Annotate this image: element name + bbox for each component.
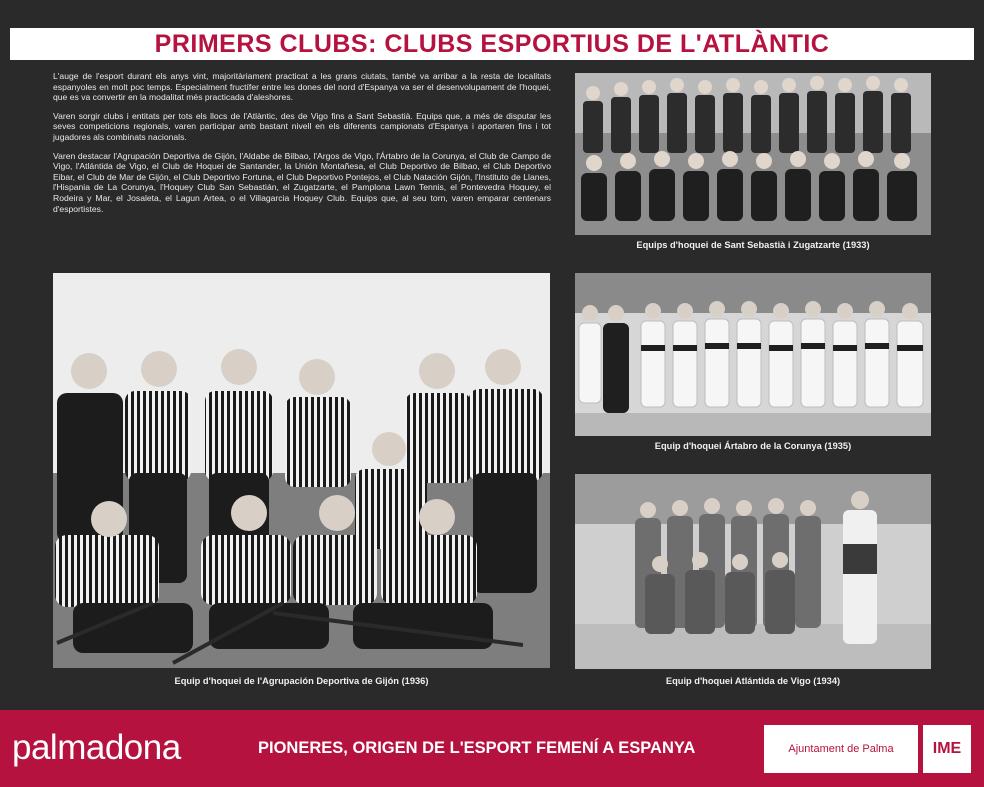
campaign-slogan: PIONERES, ORIGEN DE L'ESPORT FEMENÍ A ESPANYA xyxy=(258,739,696,757)
intro-paragraph-1: L'auge de l'esport durant els anys vint, majoritàriament practicat a les grans ciutats, també va arribar a la resta de localitats espanyoles en molt poc temps. Especialment fructífer entre les dones del nord d'Espanya va ser el desenvolupament de l'hoquei, que es va convertir en la modalitat més practicada d'aleshores. xyxy=(53,71,551,103)
brand-logo: palmadona xyxy=(12,728,181,767)
intro-text xyxy=(53,71,551,222)
team-photo-image xyxy=(575,73,931,235)
intro-paragraph-3: Varen destacar l'Agrupación Deportiva de Gijón, l'Aldabe de Bilbao, l'Argos de Vigo, l'Ártabro de la Corunya, el Club de Campo de Vigo, l'Atlántida de Vigo, el Club de Hoquei de Santander, la Unión Montañesa, el Club Deportivo de Bilbao, el Club Deportivo Eibar, el Club de Mar de Gijón, el Club Deportivo Fortuna, el Club Deportivo Pontejos, el Club Natación Gijón, l'Instituto de Llanes, l'Hispania de La Corunya, l'Hoquey Club San Sebastián, el Zugatzarte, el Pamplona Lawn Tennis, el Pontevedra Hoquey, el Rodeira y Mar, el Josaleta, el Lagun Artea, o el Villagarcia Hoquey Club. Equips que, al seu torn, varen emparar centenars d'esportistes. xyxy=(53,150,551,214)
caption-gijon: Equip d'hoquei de l'Agrupación Deportiva de Gijón (1936) xyxy=(174,676,429,686)
ime-logo-text: IME xyxy=(932,740,962,757)
ajuntament-logo xyxy=(764,725,918,773)
footer-bar xyxy=(0,710,984,787)
caption-artabro: Equip d'hoquei Ártabro de la Corunya (1935) xyxy=(654,441,852,451)
photo-zugatzarte xyxy=(575,73,931,235)
intro-paragraph-2: Varen sorgir clubs i entitats per tots els llocs de l'Atlàntic, des de Vigo fins a Sant Sebastià. Equips que, a més de disputar les seves competicions regionals, varen participar amb bastant nivell en els diferents campionats d'Espanya i aportaren fins i tot jugadores als combinats nacionals. xyxy=(53,110,551,142)
caption-zugatzarte: Equips d'hoquei de Sant Sebastià i Zugatzarte (1933) xyxy=(636,240,870,250)
photo-gijon xyxy=(53,273,550,668)
photo-atlantida xyxy=(575,474,931,669)
ime-logo xyxy=(923,725,971,773)
caption-atlantida: Equip d'hoquei Atlántida de Vigo (1934) xyxy=(665,676,841,686)
page-title: PRIMERS CLUBS: CLUBS ESPORTIUS DE L'ATLÀNTIC xyxy=(154,29,830,58)
ajuntament-logo-text: Ajuntament de Palma xyxy=(788,743,894,755)
team-photo-image xyxy=(575,474,931,669)
team-photo-image xyxy=(575,273,931,436)
title-bar xyxy=(10,28,974,60)
team-photo-image xyxy=(53,273,550,668)
photo-artabro xyxy=(575,273,931,436)
